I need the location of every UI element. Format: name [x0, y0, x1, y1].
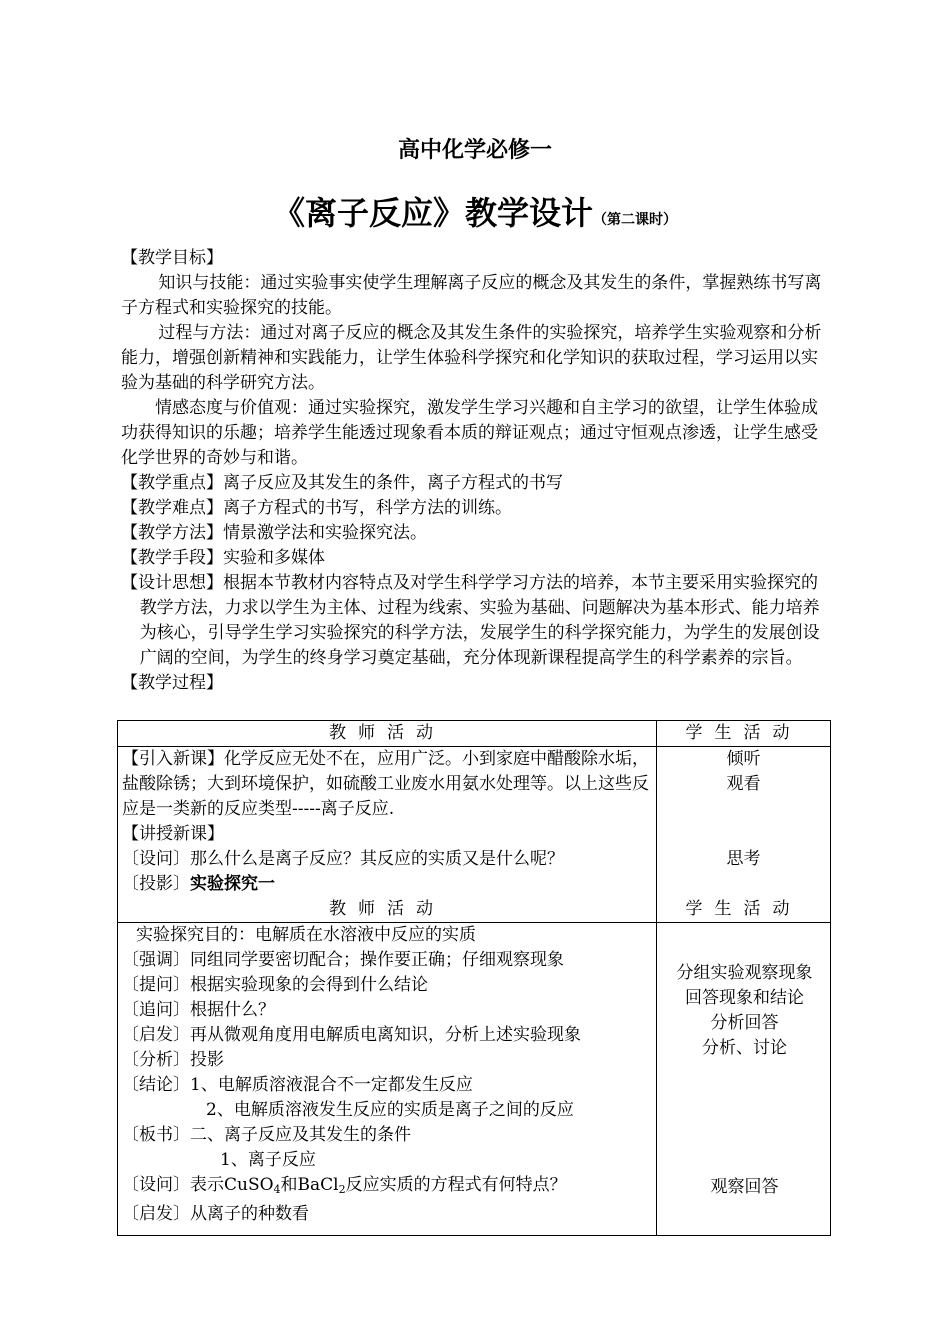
document-subtitle	[0, 188, 950, 234]
teacher-header-repeat: 教师活动	[329, 899, 445, 919]
projection-text: 实验探究一	[190, 874, 275, 894]
student-cell-2	[657, 923, 831, 1236]
purpose-text: 实验探究目的：电解质在水溶液中反应的实质	[136, 925, 476, 945]
emphasis-text: 〔强调〕同组同学要密切配合；操作要正确；仔细观察现象	[122, 950, 564, 970]
projection-label: 〔投影〕	[122, 874, 190, 894]
board-text: 〔板书〕二、离子反应及其发生的条件	[122, 1125, 411, 1145]
goal-process: 过程与方法：通过对离子反应的概念及其发生条件的实验探究，培养学生实验观察和分析能力，增强创新精神和实践能力，让学生体验科学探究和化学知识的获取过程，学习运用以实验为基础的科学研究方法。	[121, 323, 822, 393]
student-think: 思考	[726, 849, 761, 869]
student-header-repeat: 学生活动	[685, 899, 802, 919]
eq-prefix: 〔设问〕表示	[122, 1175, 224, 1195]
table-row	[118, 923, 831, 1236]
student-listen: 倾听	[726, 749, 761, 769]
eq-bacl: BaCl	[297, 1175, 339, 1195]
teaching-means: 【教学手段】实验和多媒体	[121, 548, 325, 568]
board-sub: 1、离子反应	[220, 1150, 316, 1170]
conclusion-2: 2、电解质溶液发生反应的实质是离子之间的反应	[206, 1100, 574, 1120]
subtitle-note: （第二课时）	[593, 212, 677, 228]
eq-suffix: 反应实质的方程式有何特点？	[345, 1175, 567, 1195]
lecture-label: 【讲授新课】	[122, 824, 224, 844]
follow-text: 〔追问〕根据什么？	[122, 1000, 275, 1020]
inspire-text-2: 〔启发〕从离子的种数看	[122, 1204, 309, 1224]
goals-heading: 【教学目标】	[121, 248, 223, 268]
document-body	[121, 246, 833, 696]
teaching-method: 【教学方法】情景激学法和实验探究法。	[121, 523, 427, 543]
student-s3: 分析回答	[710, 1013, 779, 1033]
document-title: 高中化学必修一	[397, 138, 552, 163]
student-s4: 分析、讨论	[702, 1038, 787, 1058]
projection-line	[122, 872, 652, 897]
subtitle-main: 《离子反应》教学设计	[272, 194, 593, 232]
teacher-cell-2	[118, 923, 657, 1236]
eq-sub2: 2	[338, 1183, 346, 1196]
student-watch: 观看	[726, 774, 761, 794]
process-heading: 【教学过程】	[121, 673, 223, 693]
student-s5: 观察回答	[710, 1177, 779, 1197]
equation-question	[122, 1173, 652, 1202]
student-s1: 分组实验观察现象	[676, 963, 813, 983]
inspire-text: 〔启发〕再从微观角度用电解质电离知识，分析上述实验现象	[122, 1025, 581, 1045]
table-header-row	[118, 721, 831, 747]
eq-sub4: 4	[273, 1183, 281, 1196]
student-cell-1	[657, 747, 831, 923]
student-header: 学生活动	[657, 721, 831, 747]
design-idea: 【设计思想】根据本节教材内容特点及对学生科学学习方法的培养，本节主要采用实验探究的教学方法，力求以学生为主体、过程为线索、实验为基础、问题解决为基本形式、能力培养为核心，引导学生学习实验探究的科学方法，发展学生的科学探究能力，为学生的发展创设广阔的空间，为学生的终身学习奠定基础，充分体现新课程提高学生的科学素养的宗旨。	[121, 573, 820, 668]
table-row	[118, 747, 831, 923]
teacher-cell-1	[118, 747, 657, 923]
student-s2: 回答现象和结论	[685, 988, 804, 1008]
goal-attitude: 情感态度与价值观：通过实验探究，激发学生学习兴趣和自主学习的欲望，让学生体验成功获得知识的乐趣；培养学生能透过现象看本质的辩证观点；通过守恒观点渗透，让学生感受化学世界的奇妙与和谐。	[121, 398, 818, 468]
teacher-header: 教师活动	[118, 721, 657, 747]
intro-text: 【引入新课】化学反应无处不在，应用广泛。小到家庭中醋酸除水垢，盐酸除锈；大到环境保护，如硫酸工业废水用氨水处理等。以上这些反应是一类新的反应类型-----离子反应.	[122, 749, 649, 819]
analyze-text: 〔分析〕投影	[122, 1050, 224, 1070]
ask-text: 〔提问〕根据实验现象的会得到什么结论	[122, 975, 428, 995]
eq-and: 和	[280, 1175, 298, 1195]
key-point: 【教学重点】离子反应及其发生的条件，离子方程式的书写	[121, 473, 563, 493]
question-text: 〔设问〕那么什么是离子反应？其反应的实质又是什么呢？	[122, 849, 564, 869]
goal-knowledge: 知识与技能：通过实验事实使学生理解离子反应的概念及其发生的条件，掌握熟练书写离子方程式和实验探究的技能。	[121, 273, 822, 318]
process-table	[117, 720, 831, 1236]
difficulty: 【教学难点】离子方程式的书写，科学方法的训练。	[121, 498, 512, 518]
conclusion-1: 〔结论〕1、电解质溶液混合不一定都发生反应	[122, 1075, 473, 1095]
eq-cuso: CuSO	[224, 1175, 274, 1195]
